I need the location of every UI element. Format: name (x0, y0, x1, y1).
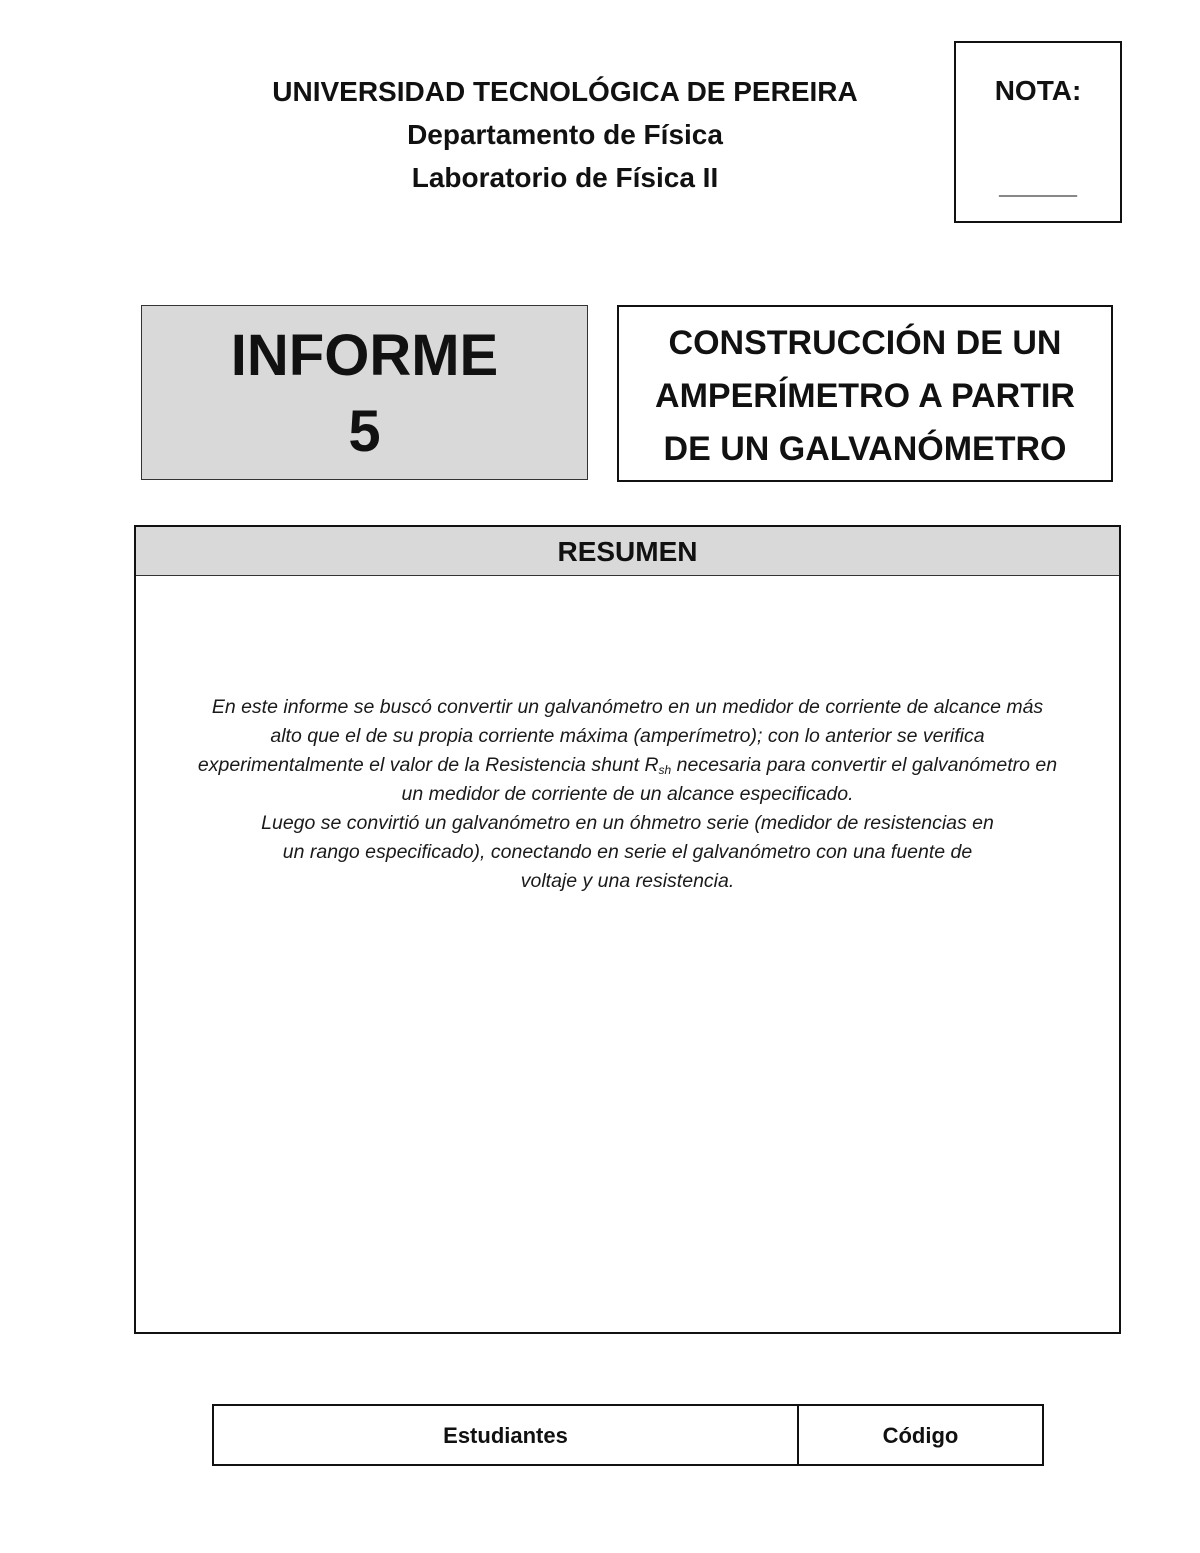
department-name: Departamento de Física (407, 119, 723, 150)
abstract-line-3-start: experimentalmente el valor de la Resistencia shunt R (197, 754, 659, 776)
report-title-box (617, 305, 1113, 482)
report-label: INFORME (230, 323, 499, 388)
abstract-line-4: un medidor de corriente de un alcance especificado. (401, 783, 854, 805)
students-column-header: Estudiantes (214, 1406, 799, 1464)
title-line-2: AMPERÍMETRO A PARTIR (655, 377, 1075, 415)
grade-box (954, 41, 1122, 223)
grade-blank: _____ (999, 168, 1077, 199)
report-number-box (141, 305, 588, 480)
abstract-line-2: alto que el de su propia corriente máxima (amperímetro); con lo anterior se verifica (270, 725, 985, 747)
abstract-section (134, 525, 1121, 1334)
document-header (220, 70, 910, 199)
grade-label: NOTA: (994, 75, 1082, 106)
abstract-line-7: voltaje y una resistencia. (520, 870, 735, 892)
students-table (212, 1404, 1044, 1466)
university-name: UNIVERSIDAD TECNOLÓGICA DE PEREIRA (272, 76, 858, 107)
abstract-line-3 (136, 751, 1119, 780)
title-line-1: CONSTRUCCIÓN DE UN (668, 324, 1062, 362)
title-line-3: DE UN GALVANÓMETRO (663, 430, 1067, 468)
abstract-line-3-end: necesaria para convertir el galvanómetro en (671, 754, 1058, 776)
abstract-line-5: Luego se convirtió un galvanómetro en un óhmetro serie (medidor de resistencias en (261, 812, 994, 834)
lab-name: Laboratorio de Física II (411, 162, 719, 193)
shunt-subscript: sh (658, 763, 672, 777)
report-number: 5 (348, 399, 381, 464)
abstract-line-1: En este informe se buscó convertir un galvanómetro en un medidor de corriente de alcance más (211, 696, 1044, 718)
code-column-header: Código (882, 1423, 959, 1448)
abstract-text (136, 693, 1119, 896)
abstract-line-6: un rango especificado), conectando en serie el galvanómetro con una fuente de (282, 841, 973, 863)
abstract-heading: RESUMEN (136, 527, 1119, 576)
